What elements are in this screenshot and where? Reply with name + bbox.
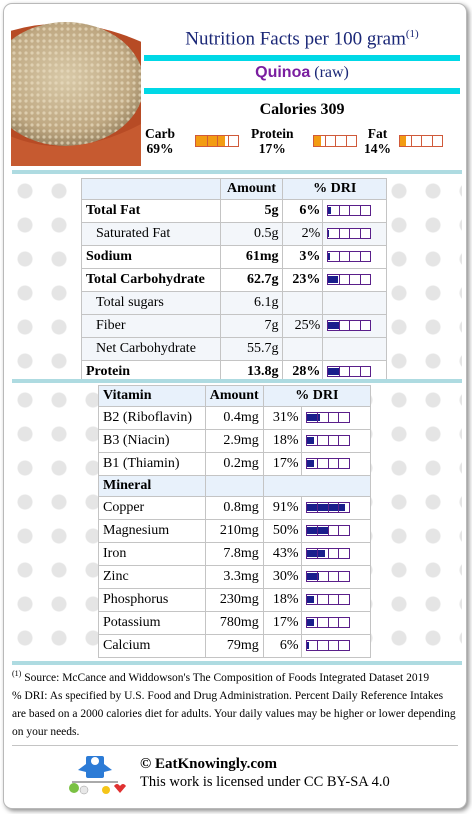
dri-bar-tick [328, 526, 329, 535]
dri-bar-tick [360, 206, 361, 215]
dri-bar-tick [317, 641, 318, 650]
macro-name: Protein [251, 126, 294, 141]
dri-bar-cell [323, 269, 387, 292]
macro-bar-tick [432, 136, 433, 146]
dri-bar [306, 502, 350, 513]
dri-bar [327, 320, 371, 331]
macro-bar-tick [421, 136, 422, 146]
dri-bar-cell [323, 315, 387, 338]
dri-bar-tick [360, 252, 361, 261]
table-row [82, 200, 387, 223]
nutrient-dri-percent [283, 338, 323, 361]
nutrient-dri-percent: 30% [263, 566, 301, 589]
nutrient-name: Total sugars [82, 292, 221, 315]
dri-bar-tick [360, 229, 361, 238]
nutrient-name: Total Fat [82, 200, 221, 223]
dri-bar-tick [349, 367, 350, 376]
nutrient-name: Saturated Fat [82, 223, 221, 246]
dri-bar-tick [349, 206, 350, 215]
footnote: $^{(1)}$ Source: McCance and Widdowson's The Composition of Foods Integrated Dataset 2019 % DRI: As specified by U.S. Food and Drug Administration. Percent Daily Reference Intakes are based on a 2000 calories diet for adults. Your daily values may be higher or lower depending on your needs. [12, 669, 456, 738]
dri-bar-fill [328, 207, 331, 214]
dri-bar-tick [317, 503, 318, 512]
table-row [99, 453, 371, 476]
dri-bar-tick [360, 321, 361, 330]
macro-bar-tick [228, 136, 229, 146]
nutrient-dri-percent: 17% [263, 612, 301, 635]
nutrient-name: Fiber [82, 315, 221, 338]
macro-percent: 14% [364, 141, 391, 156]
table-row [99, 566, 371, 589]
dri-bar-tick [349, 321, 350, 330]
dri-bar-fill [328, 230, 329, 237]
nutrient-amount: 5g [220, 200, 283, 223]
macro-bar-tick [217, 136, 218, 146]
nutrient-dri-percent: 25% [283, 315, 323, 338]
title-rule [144, 55, 460, 61]
dri-bar-cell [301, 612, 370, 635]
dri-bar-tick [360, 275, 361, 284]
dri-bar-tick [349, 252, 350, 261]
table-row [82, 338, 387, 361]
macro-bar-fill [196, 136, 225, 146]
dri-bar-cell [301, 566, 370, 589]
dri-bar-tick [338, 436, 339, 445]
dri-bar [306, 571, 350, 582]
macro-bar-tick [346, 136, 347, 146]
quinoa-bowl-image [11, 14, 141, 166]
dri-bar-fill [328, 253, 329, 260]
dri-bar-tick [317, 459, 318, 468]
dri-bar-tick [328, 459, 329, 468]
dri-bar-fill [307, 642, 310, 649]
dri-bar-tick [317, 526, 318, 535]
food-rule [144, 88, 460, 94]
vitamin-amount-header: Amount [205, 386, 263, 407]
dri-bar-tick [317, 413, 318, 422]
license-text: This work is licensed under CC BY-SA 4.0 [140, 774, 390, 790]
dri-bar-cell [323, 292, 387, 315]
table-row [99, 497, 371, 520]
nutrient-amount: 2.9mg [205, 430, 263, 453]
nutrient-name: Potassium [99, 612, 206, 635]
dri-bar-cell [301, 430, 370, 453]
macro-bar [399, 135, 443, 147]
dri-bar-tick [338, 503, 339, 512]
table-row [99, 520, 371, 543]
dri-bar-cell [301, 589, 370, 612]
nutrient-name: Total Carbohydrate [82, 269, 221, 292]
table-row [82, 246, 387, 269]
vitamin-mineral-table [98, 385, 371, 658]
table-row [82, 292, 387, 315]
dri-bar-cell [301, 453, 370, 476]
dri-bar-tick [317, 572, 318, 581]
dri-bar [306, 594, 350, 605]
nutrient-amount: 0.4mg [205, 407, 263, 430]
macro-bar-tick [325, 136, 326, 146]
vitamin-header: Vitamin [99, 386, 206, 407]
table-row [99, 612, 371, 635]
table-row [99, 589, 371, 612]
dri-bar [306, 617, 350, 628]
dri-bar-fill [307, 596, 315, 603]
nutrient-name: Sodium [82, 246, 221, 269]
nutrient-name: Phosphorus [99, 589, 206, 612]
nutrient-name: Zinc [99, 566, 206, 589]
dri-bar-cell [301, 497, 370, 520]
dri-bar-fill [307, 437, 315, 444]
site-credit: © EatKnowingly.com [140, 756, 278, 772]
nutrient-dri-percent [283, 292, 323, 315]
macro-carb [145, 126, 175, 156]
dri-bar [327, 274, 371, 285]
macro-fat [364, 126, 391, 156]
dri-bar-cell [301, 635, 370, 658]
nutrient-amount: 13.8g [220, 361, 283, 384]
nutrient-dri-percent: 6% [283, 200, 323, 223]
nutrient-amount: 7g [220, 315, 283, 338]
nutrient-name: Copper [99, 497, 206, 520]
dri-bar-fill [307, 619, 314, 626]
nutrient-dri-percent: 6% [263, 635, 301, 658]
dri-bar-cell [323, 223, 387, 246]
nutrient-dri-percent: 91% [263, 497, 301, 520]
dri-bar-fill [307, 550, 325, 557]
macro-bar [313, 135, 357, 147]
nutrient-dri-percent: 18% [263, 430, 301, 453]
nutrient-name: B1 (Thiamin) [99, 453, 206, 476]
nutrient-amount: 6.1g [220, 292, 283, 315]
nutrient-amount: 79mg [205, 635, 263, 658]
dri-bar [327, 366, 371, 377]
dri-bar [306, 458, 350, 469]
table-row [99, 635, 371, 658]
dri-bar-tick [349, 229, 350, 238]
nutrient-amount: 62.7g [220, 269, 283, 292]
dri-bar [306, 525, 350, 536]
dri-bar-fill [307, 460, 314, 467]
macro-bar [195, 135, 239, 147]
nutrient-dri-percent: 18% [263, 589, 301, 612]
macro-bar-tick [411, 136, 412, 146]
nutrient-dri-percent: 50% [263, 520, 301, 543]
dri-bar-tick [339, 275, 340, 284]
dri-bar [306, 640, 350, 651]
nutrient-table [81, 178, 387, 384]
dri-bar-tick [317, 549, 318, 558]
vitamin-dri-header: % DRI [263, 386, 370, 407]
dri-bar-tick [328, 595, 329, 604]
mineral-header: Mineral [99, 476, 206, 497]
table-row [82, 315, 387, 338]
nutrient-name: Calcium [99, 635, 206, 658]
macro-percent: 69% [146, 141, 174, 156]
nutrient-name: B2 (Riboflavin) [99, 407, 206, 430]
dri-bar-tick [339, 229, 340, 238]
dri-bar-tick [328, 503, 329, 512]
dri-bar [306, 548, 350, 559]
nutrient-amount: 61mg [220, 246, 283, 269]
dri-bar-tick [339, 206, 340, 215]
nutrient-dri-percent: 28% [283, 361, 323, 384]
dri-bar-tick [328, 549, 329, 558]
nutrition-title: Nutrition Facts per 100 gram$^{(1)}$ [185, 28, 419, 50]
dri-bar [327, 251, 371, 262]
amount-header: Amount [220, 179, 283, 200]
dri-bar-tick [328, 641, 329, 650]
dri-bar-tick [349, 275, 350, 284]
footer-divider [12, 745, 458, 746]
dri-bar-fill [328, 322, 339, 329]
dri-bar-tick [317, 436, 318, 445]
dri-bar [327, 205, 371, 216]
macro-percent: 17% [258, 141, 286, 156]
dri-bar-tick [338, 595, 339, 604]
dri-bar-tick [338, 572, 339, 581]
dri-header: % DRI [283, 179, 387, 200]
nutrient-dri-percent: 23% [283, 269, 323, 292]
dri-bar-cell [301, 407, 370, 430]
dri-bar [306, 412, 350, 423]
nutrient-amount: 0.5g [220, 223, 283, 246]
nutrient-dri-percent: 17% [263, 453, 301, 476]
dri-bar-tick [360, 367, 361, 376]
nutrient-dri-percent: 31% [263, 407, 301, 430]
table-row [82, 223, 387, 246]
dri-bar-tick [338, 459, 339, 468]
dri-bar-tick [328, 413, 329, 422]
nutrient-amount: 210mg [205, 520, 263, 543]
dri-bar-tick [338, 526, 339, 535]
nutrient-amount: 3.3mg [205, 566, 263, 589]
nutrient-name: Protein [82, 361, 221, 384]
nutrition-card [3, 3, 467, 809]
calories-label: Calories 309 [259, 101, 345, 118]
dri-bar-cell [301, 543, 370, 566]
dri-bar [327, 228, 371, 239]
macro-bar-fill [400, 136, 406, 146]
macro-protein [251, 126, 294, 156]
eatknowingly-logo [64, 752, 126, 798]
nutrient-dri-percent: 3% [283, 246, 323, 269]
nutrient-amount: 230mg [205, 589, 263, 612]
nutrient-amount: 780mg [205, 612, 263, 635]
dri-bar-fill [328, 276, 338, 283]
nutrient-name: B3 (Niacin) [99, 430, 206, 453]
dri-bar-cell [323, 200, 387, 223]
dri-bar-tick [338, 549, 339, 558]
dri-bar-tick [338, 413, 339, 422]
nutrient-name: Magnesium [99, 520, 206, 543]
table-row [99, 430, 371, 453]
nutrient-dri-percent: 43% [263, 543, 301, 566]
nutrient-name: Net Carbohydrate [82, 338, 221, 361]
nutrient-dri-percent: 2% [283, 223, 323, 246]
table-row [99, 543, 371, 566]
dri-bar-tick [328, 572, 329, 581]
dri-bar-cell [323, 246, 387, 269]
nutrient-amount: 55.7g [220, 338, 283, 361]
nutrient-amount: 0.2mg [205, 453, 263, 476]
table-row [82, 269, 387, 292]
macro-bar-tick [207, 136, 208, 146]
macro-name: Carb [145, 126, 175, 141]
dri-bar-tick [339, 321, 340, 330]
macro-bar-fill [314, 136, 321, 146]
dri-bar-tick [339, 252, 340, 261]
dri-bar-tick [339, 367, 340, 376]
dri-bar-tick [328, 618, 329, 627]
dri-bar-tick [317, 618, 318, 627]
macro-name: Fat [367, 126, 388, 141]
nutrient-amount: 0.8mg [205, 497, 263, 520]
dri-bar-tick [317, 595, 318, 604]
dri-bar-cell [323, 338, 387, 361]
table-row [99, 407, 371, 430]
nutrient-name: Iron [99, 543, 206, 566]
dri-bar-tick [328, 436, 329, 445]
dri-bar-tick [338, 641, 339, 650]
nutrient-amount: 7.8mg [205, 543, 263, 566]
dri-bar-cell [301, 520, 370, 543]
dri-bar [306, 435, 350, 446]
food-name: Quinoa (raw) [255, 64, 349, 81]
dri-bar-tick [338, 618, 339, 627]
macro-bar-tick [335, 136, 336, 146]
